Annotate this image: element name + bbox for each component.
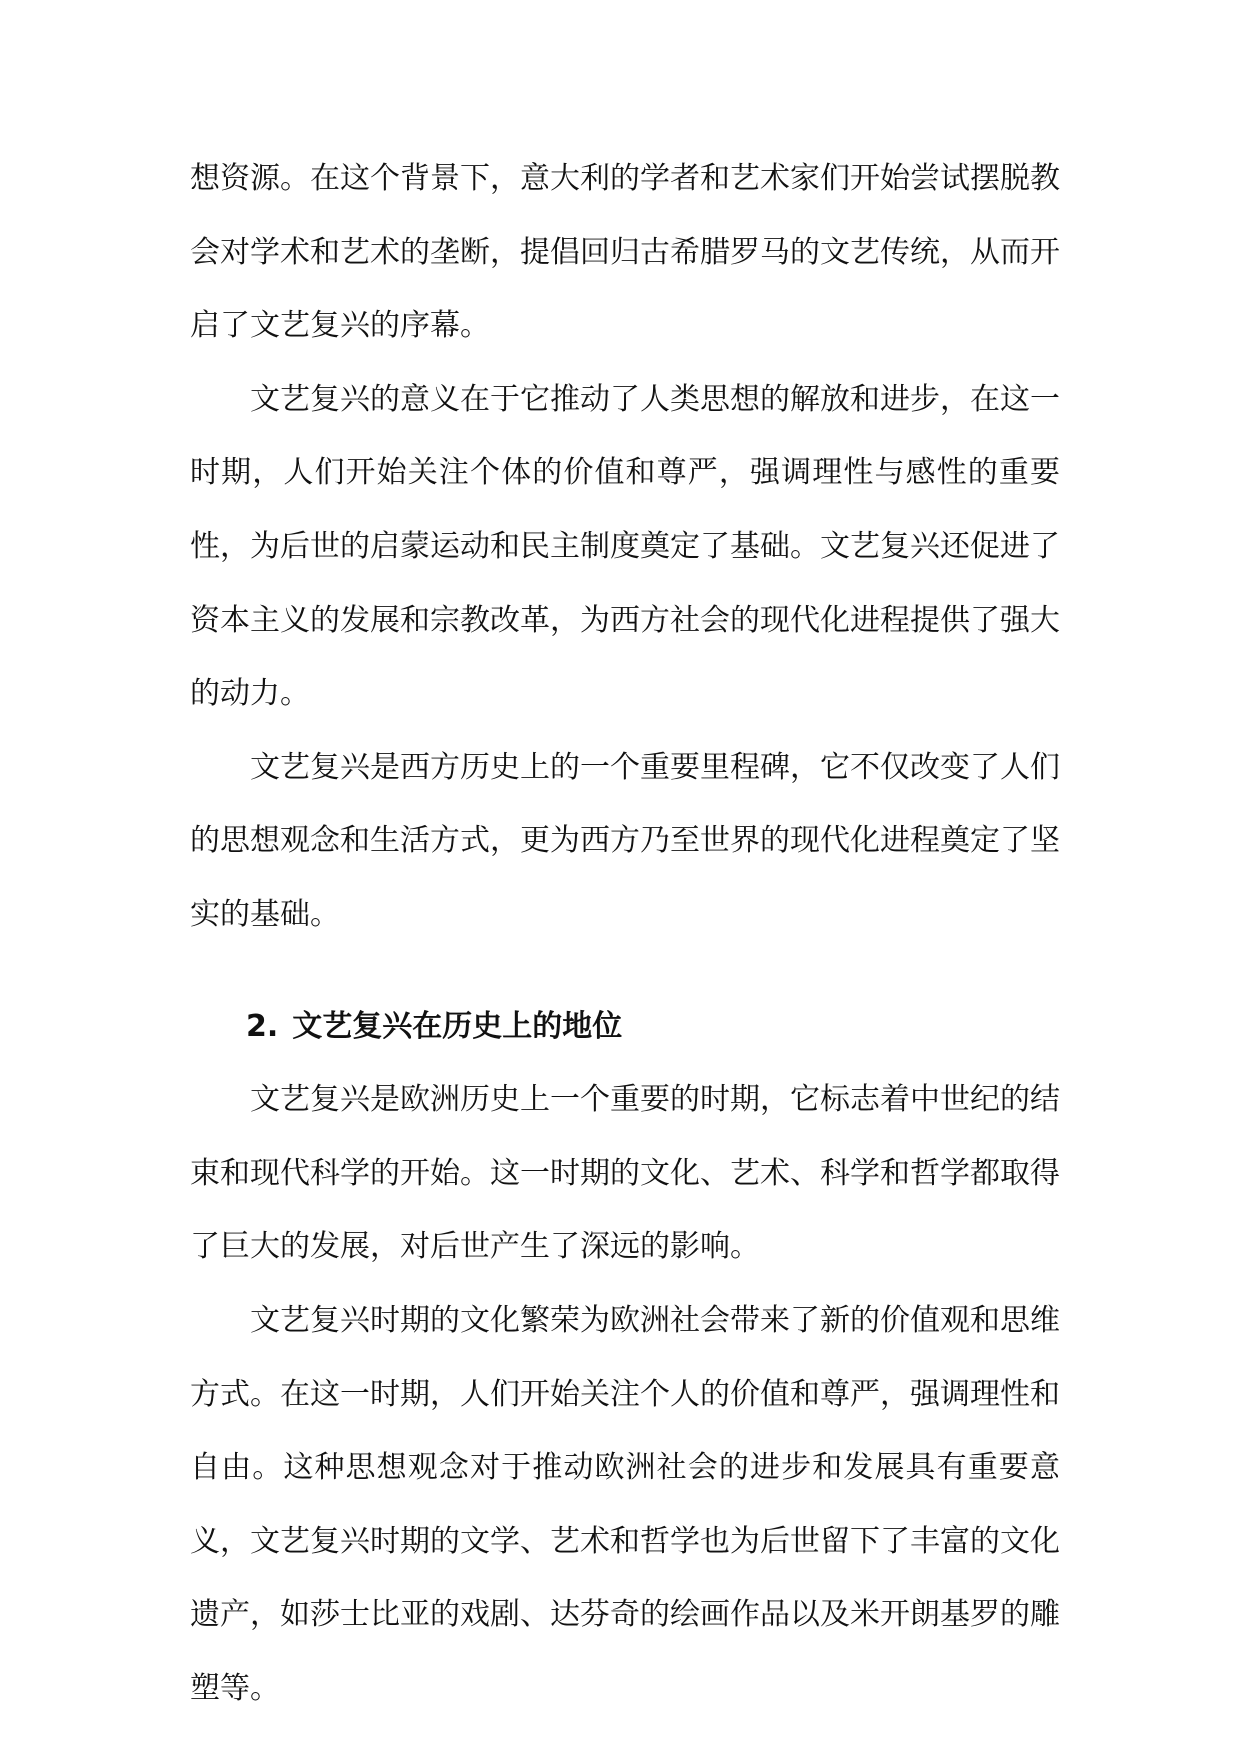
paragraph-cultural-prosperity: 文艺复兴时期的文化繁荣为欧洲社会带来了新的价值观和思维方式。在这一时期，人们开始关注个人的价值和尊严，强调理性和自由。这种思想观念对于推动欧洲社会的进步和发展具有重要意义，文艺复兴时期的文学、艺术和哲学也为后世留下了丰富的文化遗产，如莎士比亚的戏剧、达芬奇的绘画作品以及米开朗基罗的雕塑等。 <box>190 1302 1060 1706</box>
paragraph-significance: 文艺复兴的意义在于它推动了人类思想的解放和进步，在这一时期，人们开始关注个体的价值和尊严，强调理性与感性的重要性，为后世的启蒙运动和民主制度奠定了基础。文艺复兴还促进了资本主义的发展和宗教改革，为西方社会的现代化进程提供了强大的动力。 <box>190 381 1060 712</box>
paragraph-continuation: 想资源。在这个背景下，意大利的学者和艺术家们开始尝试摆脱教会对学术和艺术的垄断，提倡回归古希腊罗马的文艺传统，从而开启了文艺复兴的序幕。 <box>190 161 1060 344</box>
section-heading <box>190 990 1060 1064</box>
document-body <box>190 142 1060 1725</box>
section-title: 文艺复兴在历史上的地位 <box>292 1008 623 1044</box>
paragraph-milestone: 文艺复兴是西方历史上的一个重要里程碑，它不仅改变了人们的思想观念和生活方式，更为西方乃至世界的现代化进程奠定了坚实的基础。 <box>190 749 1060 932</box>
paragraph-historical-period: 文艺复兴是欧洲历史上一个重要的时期，它标志着中世纪的结束和现代科学的开始。这一时期的文化、艺术、科学和哲学都取得了巨大的发展，对后世产生了深远的影响。 <box>190 1082 1060 1265</box>
section-number: 2. <box>246 1008 279 1044</box>
